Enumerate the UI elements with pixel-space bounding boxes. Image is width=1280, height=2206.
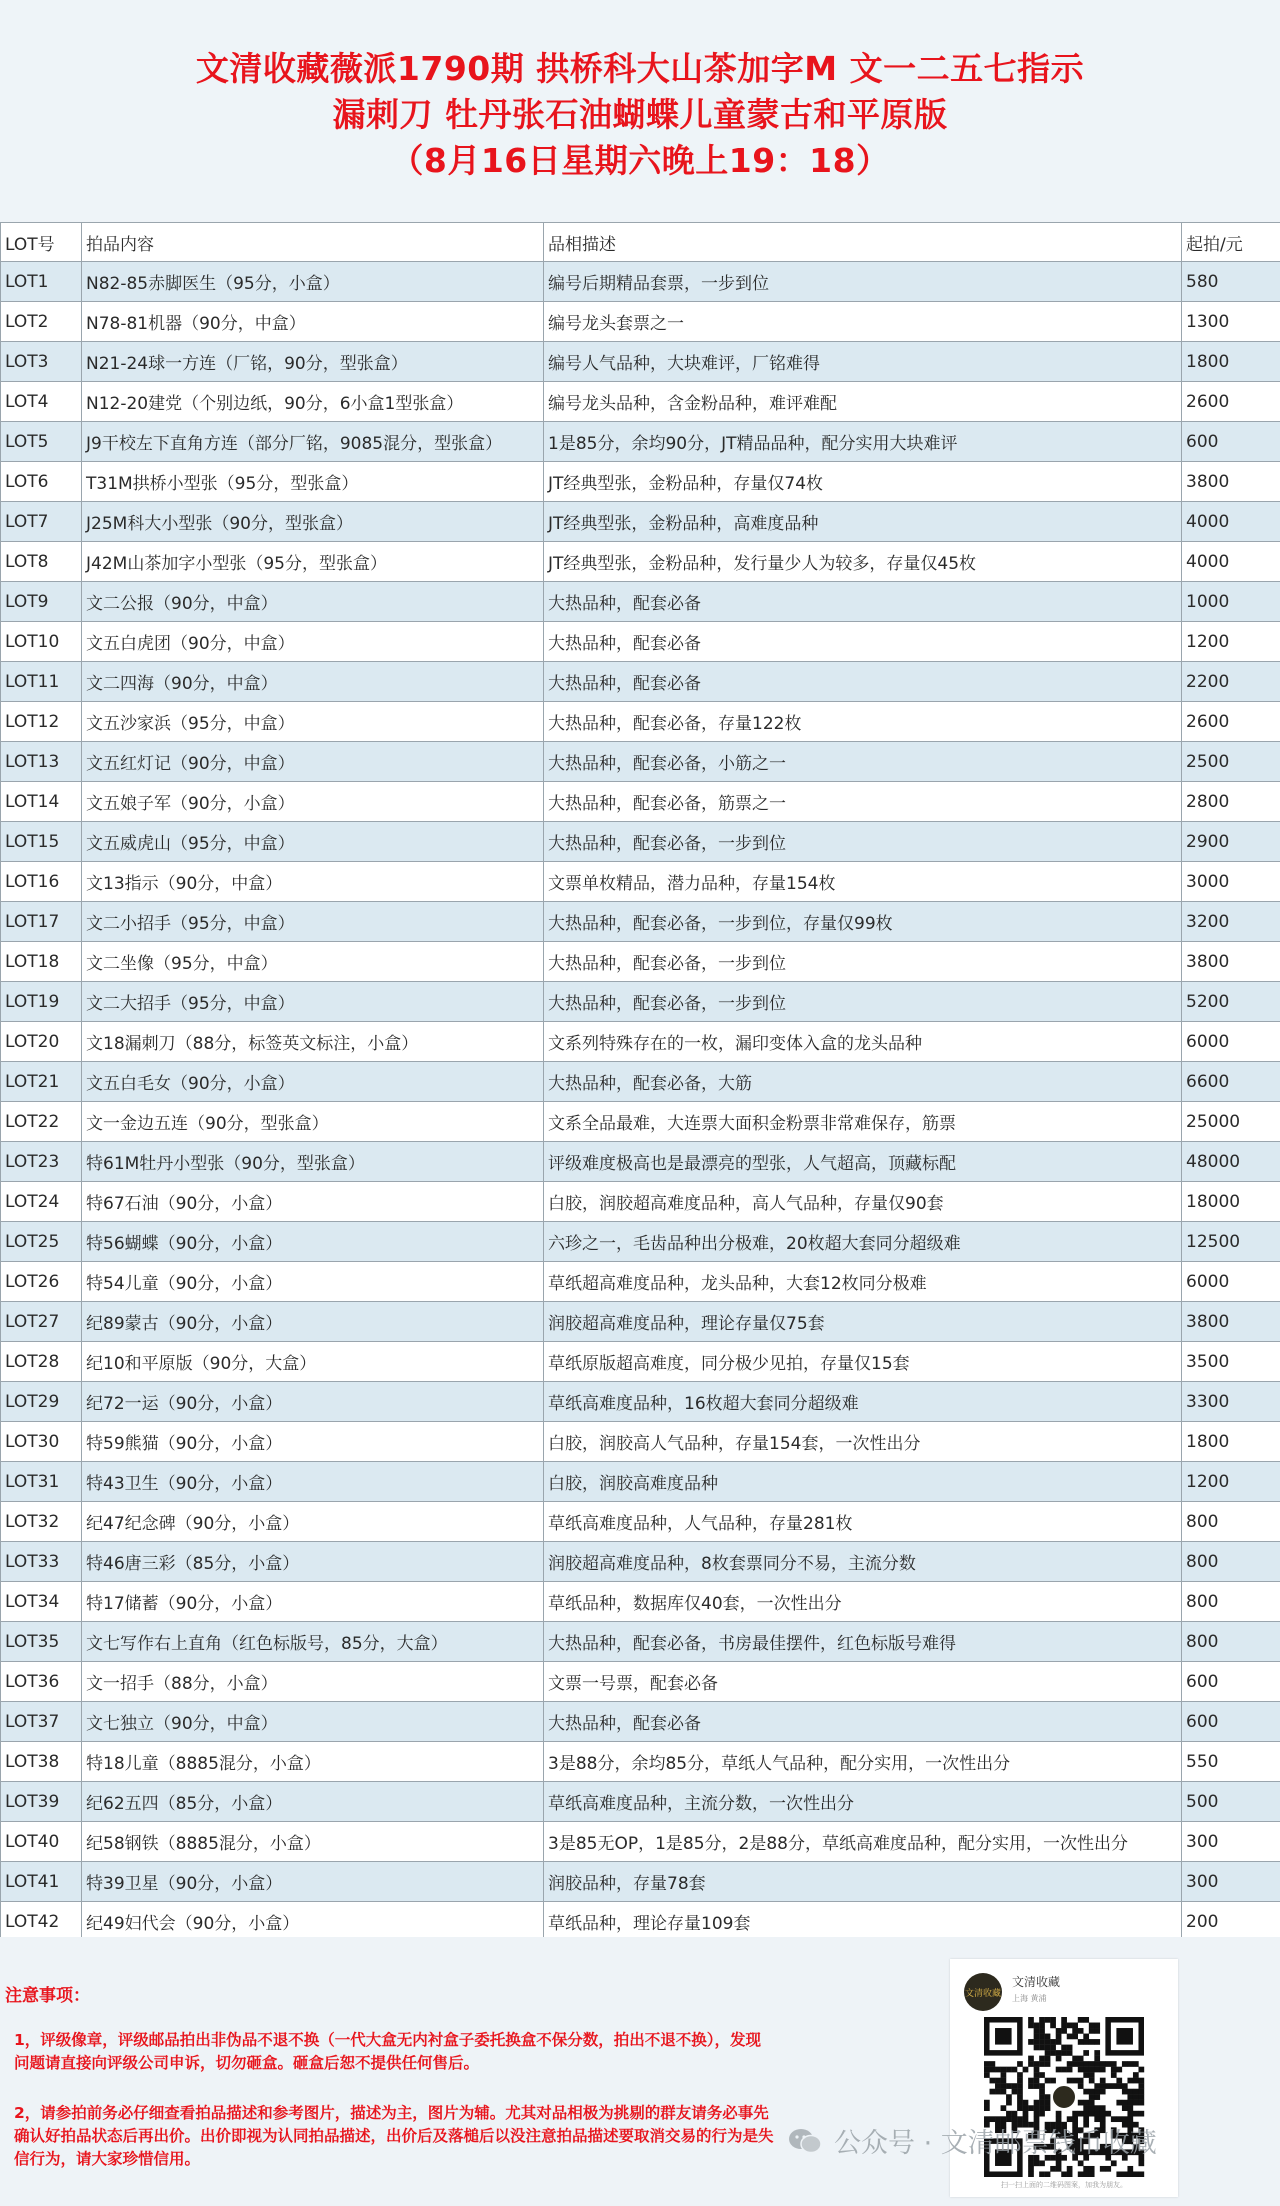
lot-start-price-cell: 2800 [1182, 782, 1280, 822]
table-row [1, 702, 1280, 742]
lot-content-cell: 特39卫星（90分，小盒） [82, 1862, 544, 1902]
lot-condition-cell: 润胶超高难度品种，理论存量仅75套 [544, 1302, 1182, 1342]
lot-content-cell: 文七写作右上直角（红色标版号，85分，大盒） [82, 1622, 544, 1662]
lot-content-cell: 特61M牡丹小型张（90分，型张盒） [82, 1142, 544, 1182]
lot-number-cell: LOT2 [1, 302, 82, 342]
table-row [1, 1502, 1280, 1542]
lot-condition-cell: 大热品种，配套必备，一步到位 [544, 822, 1182, 862]
table-row [1, 1382, 1280, 1422]
table-row [1, 1742, 1280, 1782]
lot-number-cell: LOT3 [1, 342, 82, 382]
lot-number-cell: LOT31 [1, 1462, 82, 1502]
watermark-text: 公众号 · 文清邮票钱币收藏 [834, 2128, 1157, 2159]
lot-content-cell: 文五红灯记（90分，中盒） [82, 742, 544, 782]
lot-number-cell: LOT8 [1, 542, 82, 582]
notes-title: 注意事项： [5, 1986, 90, 2006]
lot-number-cell: LOT18 [1, 942, 82, 982]
lot-condition-cell: 白胶，润胶超高难度品种，高人气品种，存量仅90套 [544, 1182, 1182, 1222]
lot-start-price-cell: 1200 [1182, 1462, 1280, 1502]
lot-condition-cell: 大热品种，配套必备 [544, 582, 1182, 622]
lot-condition-cell: 文票单枚精品，潜力品种，存量154枚 [544, 862, 1182, 902]
lot-start-price-cell: 3200 [1182, 902, 1280, 942]
lot-condition-cell: 文系全品最难，大连票大面积金粉票非常难保存，筋票 [544, 1102, 1182, 1142]
lot-content-cell: 纪10和平原版（90分，大盒） [82, 1342, 544, 1382]
table-row [1, 1582, 1280, 1622]
lot-content-cell: 纪72一运（90分，小盒） [82, 1382, 544, 1422]
lot-condition-cell: 大热品种，配套必备 [544, 622, 1182, 662]
table-row [1, 582, 1280, 622]
lot-condition-cell: JT经典型张，金粉品种，存量仅74枚 [544, 462, 1182, 502]
lot-content-cell: 特54儿童（90分，小盒） [82, 1262, 544, 1302]
lot-start-price-cell: 1300 [1182, 302, 1280, 342]
table-row [1, 1102, 1280, 1142]
lot-number-cell: LOT13 [1, 742, 82, 782]
table-row [1, 782, 1280, 822]
lot-number-cell: LOT35 [1, 1622, 82, 1662]
lot-condition-cell: 编号后期精品套票，一步到位 [544, 262, 1182, 302]
lot-content-cell: N82-85赤脚医生（95分，小盒） [82, 262, 544, 302]
brand-logo: 文清收藏 [964, 1973, 1002, 2011]
lot-content-cell: 文五娘子军（90分，小盒） [82, 782, 544, 822]
table-row [1, 1542, 1280, 1582]
lot-condition-cell: JT经典型张，金粉品种，高难度品种 [544, 502, 1182, 542]
lot-content-cell: J9干校左下直角方连（部分厂铭，9085混分，型张盒） [82, 422, 544, 462]
lot-start-price-cell: 3000 [1182, 862, 1280, 902]
lot-condition-cell: 草纸原版超高难度，同分极少见拍，存量仅15套 [544, 1342, 1182, 1382]
table-row [1, 462, 1280, 502]
lot-content-cell: 特59熊猫（90分，小盒） [82, 1422, 544, 1462]
table-row [1, 1782, 1280, 1822]
lot-number-cell: LOT6 [1, 462, 82, 502]
lot-content-cell: 文一金边五连（90分，型张盒） [82, 1102, 544, 1142]
title-line-1: 文清收藏薇派1790期 拱桥科大山茶加字M 文一二五七指示 [195, 49, 1085, 88]
lot-content-cell: J25M科大小型张（90分，型张盒） [82, 502, 544, 542]
table-row [1, 1142, 1280, 1182]
lot-number-cell: LOT40 [1, 1822, 82, 1862]
lot-condition-cell: 大热品种，配套必备，一步到位，存量仅99枚 [544, 902, 1182, 942]
lot-content-cell: 文七独立（90分，中盒） [82, 1702, 544, 1742]
lot-content-cell: 纪62五四（85分，小盒） [82, 1782, 544, 1822]
table-row [1, 1022, 1280, 1062]
lot-content-cell: 特43卫生（90分，小盒） [82, 1462, 544, 1502]
lot-start-price-cell: 800 [1182, 1622, 1280, 1662]
notes-section [0, 1937, 1280, 2206]
table-row [1, 862, 1280, 902]
lot-condition-cell: 编号龙头品种，含金粉品种，难评难配 [544, 382, 1182, 422]
lot-number-cell: LOT21 [1, 1062, 82, 1102]
table-row [1, 1302, 1280, 1342]
lot-condition-cell: 草纸品种，理论存量109套 [544, 1902, 1182, 1942]
lot-content-cell: 特17储蓄（90分，小盒） [82, 1582, 544, 1622]
lot-content-cell: N78-81机器（90分，中盒） [82, 302, 544, 342]
watermark [788, 2121, 1157, 2160]
lot-condition-cell: 大热品种，配套必备，筋票之一 [544, 782, 1182, 822]
lot-number-cell: LOT42 [1, 1902, 82, 1942]
lot-condition-cell: 白胶，润胶高人气品种，存量154套，一次性出分 [544, 1422, 1182, 1462]
lot-start-price-cell: 2600 [1182, 702, 1280, 742]
lot-start-price-cell: 3800 [1182, 942, 1280, 982]
title-line-3: （8月16日星期六晚上19：18） [390, 141, 890, 180]
lot-condition-cell: 大热品种，配套必备，一步到位 [544, 982, 1182, 1022]
lot-condition-cell: 编号人气品种，大块难评，厂铭难得 [544, 342, 1182, 382]
lot-content-cell: 文二大招手（95分，中盒） [82, 982, 544, 1022]
lot-number-cell: LOT41 [1, 1862, 82, 1902]
lot-number-cell: LOT19 [1, 982, 82, 1022]
lot-condition-cell: 草纸高难度品种，主流分数，一次性出分 [544, 1782, 1182, 1822]
note-item-1: 1，评级像章，评级邮品拍出非伪品不退不换（一代大盒无内衬盒子委托换盒不保分数，拍出不退不换），发现问题请直接向评级公司申诉，切勿砸盒。砸盒后恕不提供任何售后。 [14, 2031, 762, 2072]
lot-number-cell: LOT17 [1, 902, 82, 942]
lot-number-cell: LOT5 [1, 422, 82, 462]
table-row [1, 542, 1280, 582]
lot-start-price-cell: 2600 [1182, 382, 1280, 422]
page-header [0, 0, 1280, 220]
lot-condition-cell: 文票一号票，配套必备 [544, 1662, 1182, 1702]
lot-start-price-cell: 18000 [1182, 1182, 1280, 1222]
lot-start-price-cell: 4000 [1182, 502, 1280, 542]
lot-condition-cell: 大热品种，配套必备，一步到位 [544, 942, 1182, 982]
lot-condition-cell: 3是85无OP，1是85分，2是88分，草纸高难度品种，配分实用，一次性出分 [544, 1822, 1182, 1862]
table-row [1, 982, 1280, 1022]
lot-number-cell: LOT28 [1, 1342, 82, 1382]
table-row [1, 1262, 1280, 1302]
lot-number-cell: LOT37 [1, 1702, 82, 1742]
lot-start-price-cell: 800 [1182, 1582, 1280, 1622]
qr-account-location: 上海 黄浦 [1012, 1994, 1047, 2003]
lot-start-price-cell: 5200 [1182, 982, 1280, 1022]
table-row [1, 1062, 1280, 1102]
qr-caption: 扫一扫上面的二维码图案，加我为朋友。 [1001, 2181, 1127, 2189]
lot-start-price-cell: 1000 [1182, 582, 1280, 622]
lot-content-cell: 文五威虎山（95分，中盒） [82, 822, 544, 862]
qr-account-name: 文清收藏 [1012, 1975, 1061, 1989]
lot-content-cell: 文18漏刺刀（88分，标签英文标注，小盒） [82, 1022, 544, 1062]
table-row [1, 902, 1280, 942]
table-row [1, 262, 1280, 302]
lot-start-price-cell: 6000 [1182, 1262, 1280, 1302]
lot-condition-cell: 草纸品种，数据库仅40套，一次性出分 [544, 1582, 1182, 1622]
lot-condition-cell: 大热品种，配套必备，存量122枚 [544, 702, 1182, 742]
lot-content-cell: N21-24球一方连（厂铭，90分，型张盒） [82, 342, 544, 382]
note-item-2: 2，请参拍前务必仔细查看拍品描述和参考图片，描述为主，图片为辅。尤其对品相极为挑剔的群友请务必事先确认好拍品状态后再出价。出价即视为认同拍品描述，出价后及落槌后以没注意拍品描述要取消交易的行为是失信行为，请大家珍惜信用。 [14, 2104, 774, 2168]
column-header-start-price: 起拍/元 [1182, 223, 1280, 262]
table-row [1, 822, 1280, 862]
lot-number-cell: LOT10 [1, 622, 82, 662]
lot-condition-cell: 草纸高难度品种，人气品种，存量281枚 [544, 1502, 1182, 1542]
lot-condition-cell: 大热品种，配套必备，书房最佳摆件，红色标版号难得 [544, 1622, 1182, 1662]
table-row [1, 302, 1280, 342]
lot-content-cell: 纪89蒙古（90分，小盒） [82, 1302, 544, 1342]
table-row [1, 1622, 1280, 1662]
lot-condition-cell: 编号龙头套票之一 [544, 302, 1182, 342]
table-row [1, 1182, 1280, 1222]
lot-start-price-cell: 600 [1182, 1662, 1280, 1702]
table-header-row [1, 223, 1280, 262]
lot-number-cell: LOT24 [1, 1182, 82, 1222]
lot-condition-cell: 草纸超高难度品种，龙头品种，大套12枚同分极难 [544, 1262, 1182, 1302]
table-row [1, 1862, 1280, 1902]
table-row [1, 342, 1280, 382]
lot-number-cell: LOT16 [1, 862, 82, 902]
lot-content-cell: 文二小招手（95分，中盒） [82, 902, 544, 942]
lot-content-cell: 纪58钢铁（8885混分，小盒） [82, 1822, 544, 1862]
lot-number-cell: LOT33 [1, 1542, 82, 1582]
lot-start-price-cell: 600 [1182, 422, 1280, 462]
lot-condition-cell: 文系列特殊存在的一枚，漏印变体入盒的龙头品种 [544, 1022, 1182, 1062]
title-line-2: 漏刺刀 牡丹张石油蝴蝶儿童蒙古和平原版 [332, 95, 948, 134]
lot-number-cell: LOT39 [1, 1782, 82, 1822]
lot-content-cell: 文13指示（90分，中盒） [82, 862, 544, 902]
lot-condition-cell: 润胶超高难度品种，8枚套票同分不易，主流分数 [544, 1542, 1182, 1582]
lot-content-cell: 文二公报（90分，中盒） [82, 582, 544, 622]
lot-content-cell: 文二四海（90分，中盒） [82, 662, 544, 702]
lot-content-cell: 文五白毛女（90分，小盒） [82, 1062, 544, 1102]
lot-condition-cell: 大热品种，配套必备 [544, 1702, 1182, 1742]
lot-start-price-cell: 6000 [1182, 1022, 1280, 1062]
lot-start-price-cell: 3300 [1182, 1382, 1280, 1422]
column-header-lot: LOT号 [1, 223, 82, 262]
lot-number-cell: LOT15 [1, 822, 82, 862]
lot-start-price-cell: 4000 [1182, 542, 1280, 582]
lot-condition-cell: 六珍之一，毛齿品种出分极难，20枚超大套同分超级难 [544, 1222, 1182, 1262]
column-header-condition: 品相描述 [544, 223, 1182, 262]
lot-content-cell: T31M拱桥小型张（95分，型张盒） [82, 462, 544, 502]
lot-number-cell: LOT1 [1, 262, 82, 302]
column-header-content: 拍品内容 [82, 223, 544, 262]
table-row [1, 382, 1280, 422]
lot-content-cell: 文一招手（88分，小盒） [82, 1662, 544, 1702]
table-row [1, 1902, 1280, 1942]
lot-number-cell: LOT11 [1, 662, 82, 702]
table-row [1, 662, 1280, 702]
lots-table [0, 222, 1280, 1942]
lot-start-price-cell: 3800 [1182, 1302, 1280, 1342]
lot-condition-cell: 评级难度极高也是最漂亮的型张，人气超高，顶藏标配 [544, 1142, 1182, 1182]
lot-start-price-cell: 6600 [1182, 1062, 1280, 1102]
lot-start-price-cell: 2500 [1182, 742, 1280, 782]
table-body [1, 262, 1280, 1942]
lot-start-price-cell: 580 [1182, 262, 1280, 302]
lot-condition-cell: 大热品种，配套必备，大筋 [544, 1062, 1182, 1102]
lot-number-cell: LOT25 [1, 1222, 82, 1262]
lot-number-cell: LOT36 [1, 1662, 82, 1702]
qr-card [950, 1959, 1178, 2197]
lot-condition-cell: 大热品种，配套必备，小筋之一 [544, 742, 1182, 782]
table-row [1, 1422, 1280, 1462]
lot-content-cell: 特67石油（90分，小盒） [82, 1182, 544, 1222]
lot-start-price-cell: 800 [1182, 1542, 1280, 1582]
table-row [1, 1822, 1280, 1862]
lot-content-cell: 特46唐三彩（85分，小盒） [82, 1542, 544, 1582]
lot-number-cell: LOT20 [1, 1022, 82, 1062]
lot-content-cell: 文五沙家浜（95分，中盒） [82, 702, 544, 742]
lot-start-price-cell: 12500 [1182, 1222, 1280, 1262]
lot-number-cell: LOT38 [1, 1742, 82, 1782]
table-row [1, 742, 1280, 782]
lot-condition-cell: 大热品种，配套必备 [544, 662, 1182, 702]
lot-number-cell: LOT32 [1, 1502, 82, 1542]
lot-condition-cell: 草纸高难度品种，16枚超大套同分超级难 [544, 1382, 1182, 1422]
lot-condition-cell: 白胶，润胶高难度品种 [544, 1462, 1182, 1502]
table-row [1, 942, 1280, 982]
lot-number-cell: LOT30 [1, 1422, 82, 1462]
lot-content-cell: 特18儿童（8885混分，小盒） [82, 1742, 544, 1782]
lot-number-cell: LOT26 [1, 1262, 82, 1302]
lot-number-cell: LOT27 [1, 1302, 82, 1342]
lot-content-cell: N12-20建党（个别边纸，90分，6小盒1型张盒） [82, 382, 544, 422]
lot-condition-cell: 3是88分，余均85分，草纸人气品种，配分实用，一次性出分 [544, 1742, 1182, 1782]
lot-start-price-cell: 3500 [1182, 1342, 1280, 1382]
lot-content-cell: 特56蝴蝶（90分，小盒） [82, 1222, 544, 1262]
lot-number-cell: LOT34 [1, 1582, 82, 1622]
lot-number-cell: LOT14 [1, 782, 82, 822]
lot-content-cell: 纪47纪念碑（90分，小盒） [82, 1502, 544, 1542]
lot-start-price-cell: 1800 [1182, 1422, 1280, 1462]
lot-start-price-cell: 550 [1182, 1742, 1280, 1782]
lot-start-price-cell: 500 [1182, 1782, 1280, 1822]
lot-start-price-cell: 2200 [1182, 662, 1280, 702]
lot-content-cell: 纪49妇代会（90分，小盒） [82, 1902, 544, 1942]
wechat-icon [788, 2127, 822, 2155]
lot-condition-cell: 润胶品种，存量78套 [544, 1862, 1182, 1902]
table-row [1, 1462, 1280, 1502]
lot-start-price-cell: 3800 [1182, 462, 1280, 502]
table-row [1, 422, 1280, 462]
lot-start-price-cell: 200 [1182, 1902, 1280, 1942]
lot-content-cell: 文五白虎团（90分，中盒） [82, 622, 544, 662]
lot-number-cell: LOT12 [1, 702, 82, 742]
lot-condition-cell: JT经典型张，金粉品种，发行量少人为较多，存量仅45枚 [544, 542, 1182, 582]
lot-number-cell: LOT29 [1, 1382, 82, 1422]
lot-number-cell: LOT23 [1, 1142, 82, 1182]
lot-content-cell: 文二坐像（95分，中盒） [82, 942, 544, 982]
lot-start-price-cell: 300 [1182, 1822, 1280, 1862]
lot-start-price-cell: 300 [1182, 1862, 1280, 1902]
lot-number-cell: LOT9 [1, 582, 82, 622]
lot-start-price-cell: 1200 [1182, 622, 1280, 662]
table-row [1, 1702, 1280, 1742]
lot-number-cell: LOT4 [1, 382, 82, 422]
lot-start-price-cell: 800 [1182, 1502, 1280, 1542]
table-row [1, 622, 1280, 662]
table-row [1, 502, 1280, 542]
lot-start-price-cell: 48000 [1182, 1142, 1280, 1182]
table-row [1, 1342, 1280, 1382]
lot-start-price-cell: 600 [1182, 1702, 1280, 1742]
lot-content-cell: J42M山茶加字小型张（95分，型张盒） [82, 542, 544, 582]
lot-start-price-cell: 2900 [1182, 822, 1280, 862]
table-row [1, 1662, 1280, 1702]
lot-number-cell: LOT22 [1, 1102, 82, 1142]
lot-start-price-cell: 1800 [1182, 342, 1280, 382]
lot-number-cell: LOT7 [1, 502, 82, 542]
lot-condition-cell: 1是85分，余均90分，JT精品品种，配分实用大块难评 [544, 422, 1182, 462]
table-row [1, 1222, 1280, 1262]
lot-start-price-cell: 25000 [1182, 1102, 1280, 1142]
